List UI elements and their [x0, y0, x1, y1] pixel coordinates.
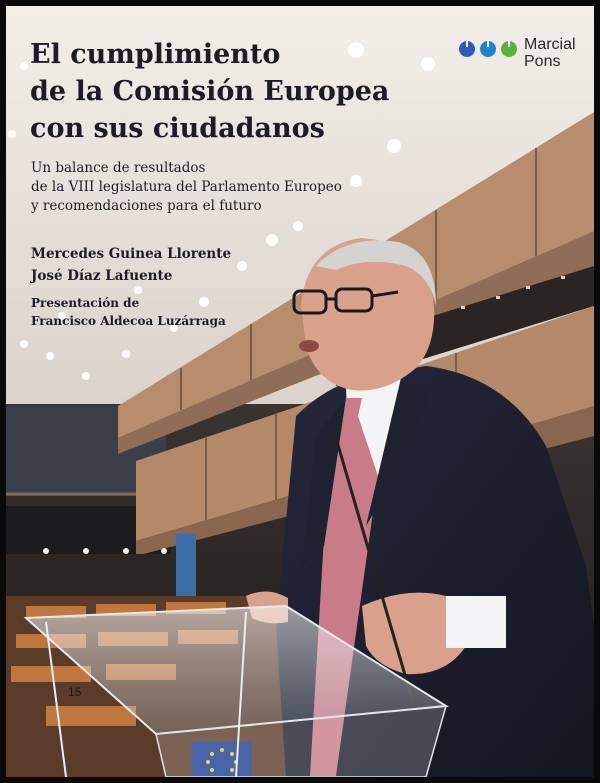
authors — [31, 243, 231, 287]
publisher-name — [524, 36, 576, 70]
publisher-name-line2: Pons — [524, 53, 561, 70]
author-name: José Díaz Lafuente — [31, 268, 173, 284]
publisher-name-line1: Marcial — [524, 36, 576, 53]
presentation-label: Presentación de — [31, 296, 140, 310]
book-title: El cumplimiento de la Comisión Europea con sus ciudadanos — [30, 39, 390, 144]
book-subtitle: Un balance de resultados de la VIII legislatura del Parlamento Europeo y recomendaciones para el futuro — [31, 160, 342, 214]
presenter-name: Francisco Aldecoa Luzárraga — [31, 314, 226, 328]
publisher-logo-icon — [458, 40, 520, 58]
presentation-credit — [31, 294, 226, 330]
author-name: Mercedes Guinea Llorente — [31, 246, 232, 262]
podium-number: 15 — [68, 685, 82, 699]
book-cover — [6, 6, 594, 777]
publisher-logo — [458, 36, 588, 80]
